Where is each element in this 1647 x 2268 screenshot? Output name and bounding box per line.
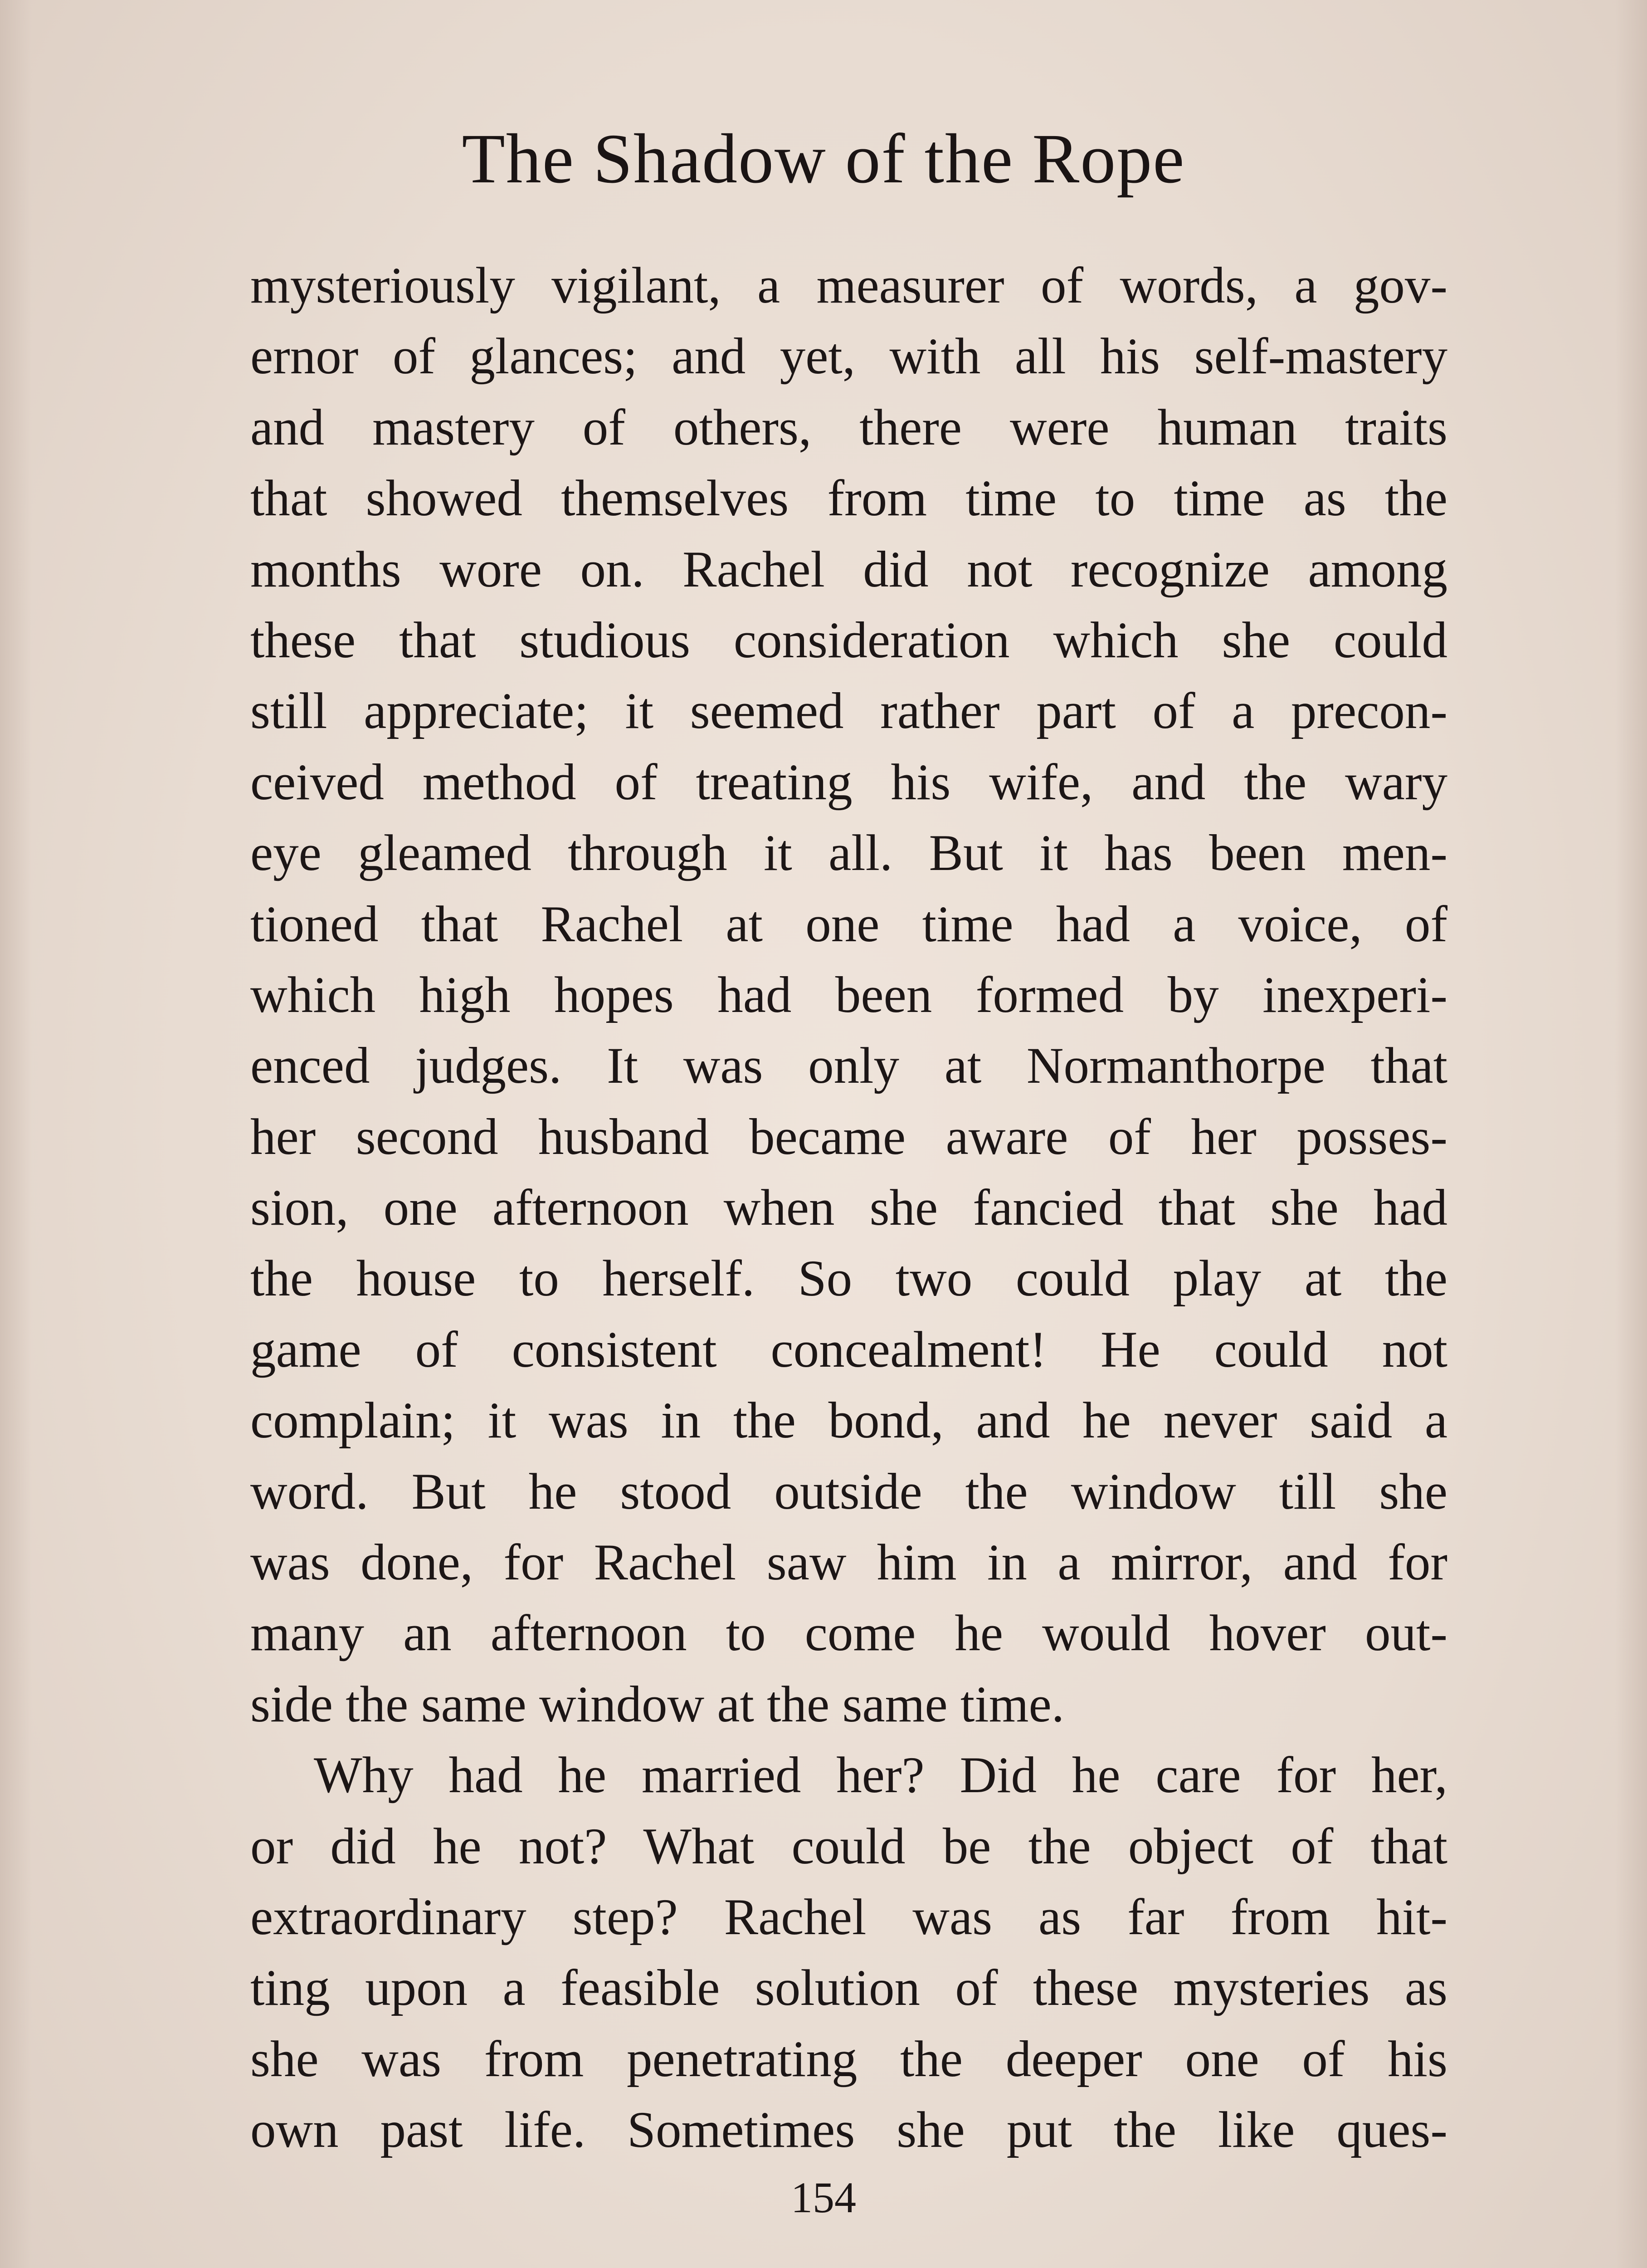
text-line: sion, one afternoon when she fancied that she had: [250, 1179, 1447, 1237]
text-line: extraordinary step? Rachel was as far from hit-: [250, 1888, 1447, 1945]
text-line: mysteriously vigilant, a measurer of words, a gov-: [250, 257, 1447, 314]
running-head: The Shadow of the Rope: [462, 119, 1185, 198]
text-line: complain; it was in the bond, and he never said a: [250, 1392, 1447, 1449]
text-line: own past life. Sometimes she put the like ques-: [250, 2102, 1447, 2159]
text-line: these that studious consideration which she could: [250, 611, 1447, 669]
page-number: 154: [791, 2173, 856, 2222]
text-line: eye gleamed through it all. But it has been men-: [250, 825, 1447, 882]
text-line: many an afternoon to come he would hover out-: [250, 1605, 1447, 1662]
text-line: game of consistent concealment! He could not: [250, 1321, 1447, 1378]
text-line: ting upon a feasible solution of these mysteries as: [250, 1960, 1447, 2017]
text-line: tioned that Rachel at one time had a voice, of: [250, 895, 1447, 953]
page-edge-right: [1615, 0, 1647, 2268]
text-line: which high hopes had been formed by inexperi-: [250, 966, 1447, 1023]
text-line: months wore on. Rachel did not recognize among: [250, 541, 1447, 598]
text-line: that showed themselves from time to time as the: [250, 470, 1447, 527]
text-line: her second husband became aware of her posses-: [250, 1108, 1447, 1165]
text-line: enced judges. It was only at Normanthorpe that: [250, 1037, 1447, 1095]
text-line: and mastery of others, there were human traits: [250, 399, 1447, 456]
text-line: still appreciate; it seemed rather part of a precon-: [250, 683, 1447, 740]
page-edge-left: [0, 0, 32, 2268]
text-line: ceived method of treating his wife, and the wary: [250, 753, 1447, 811]
text-line: ernor of glances; and yet, with all his self-mastery: [250, 328, 1447, 385]
body-text: [250, 250, 1447, 2166]
text-line: was done, for Rachel saw him in a mirror, and for: [250, 1534, 1447, 1591]
text-line: she was from penetrating the deeper one of his: [250, 2030, 1447, 2087]
text-line: word. But he stood outside the window till she: [250, 1463, 1447, 1520]
text-line: Why had he married her? Did he care for her,: [314, 1747, 1447, 1804]
text-line: or did he not? What could be the object of that: [250, 1818, 1447, 1875]
text-line: the house to herself. So two could play at the: [250, 1250, 1447, 1307]
text-line: side the same window at the same time.: [250, 1676, 1064, 1733]
